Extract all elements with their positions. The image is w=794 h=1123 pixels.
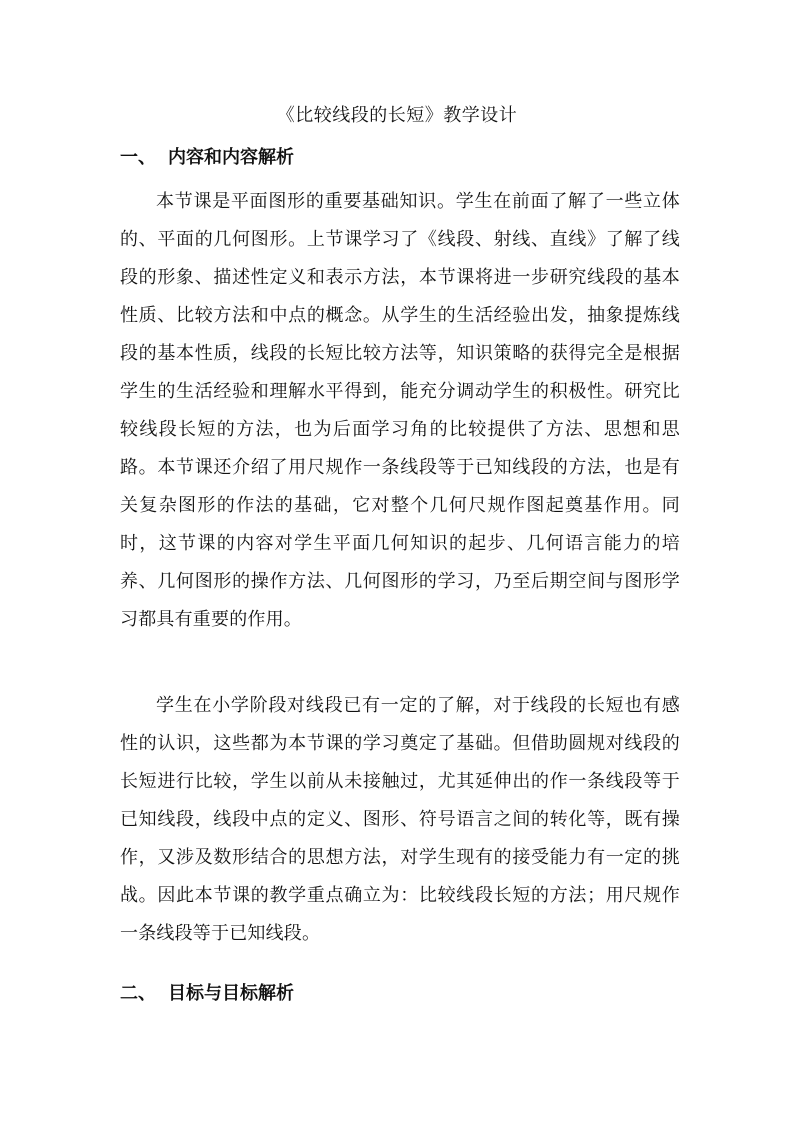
paragraph-content-analysis: 本节课是平面图形的重要基础知识。学生在前面了解了一些立体的、平面的几何图形。上节课学习了《线段、射线、直线》了解了线段的形象、描述性定义和表示方法，本节课将进一步研究线段的基本性质、比较方法和中点的概念。从学生的生活经验出发，抽象提炼线段的基本性质，线段的长短比较方法等，知识策略的获得完全是根据学生的生活经验和理解水平得到，能充分调动学生的积极性。研究比较线段长短的方法，也为后面学习角的比较提供了方法、思想和思路。本节课还介绍了用尺规作一条线段等于已知线段的方法，也是有关复杂图形的作法的基础，它对整个几何尺规作图起奠基作用。同时，这节课的内容对学生平面几何知识的起步、几何语言能力的培养、几何图形的操作方法、几何图形的学习，乃至后期空间与图形学习都具有重要的作用。	[120, 191, 680, 630]
section-heading-1	[120, 143, 294, 173]
section-title-1: 内容和内容解析	[168, 147, 294, 168]
document-title: 《比较线段的长短》教学设计	[276, 105, 518, 126]
section-title-2: 目标与目标解析	[168, 983, 294, 1004]
paragraph-student-background: 学生在小学阶段对线段已有一定的了解，对于线段的长短也有感性的认识，这些都为本节课的学习奠定了基础。但借助圆规对线段的长短进行比较，学生以前从未接触过，尤其延伸出的作一条线段等于已知线段，线段中点的定义、图形、符号语言之间的转化等，既有操作，又涉及数形结合的思想方法，对学生现有的接受能力有一定的挑战。因此本节课的教学重点确立为：比较线段长短的方法；用尺规作一条线段等于已知线段。	[120, 695, 680, 944]
section-number-2: 二、	[120, 983, 156, 1004]
section-heading-2	[120, 979, 294, 1009]
section-number-1: 一、	[120, 147, 156, 168]
